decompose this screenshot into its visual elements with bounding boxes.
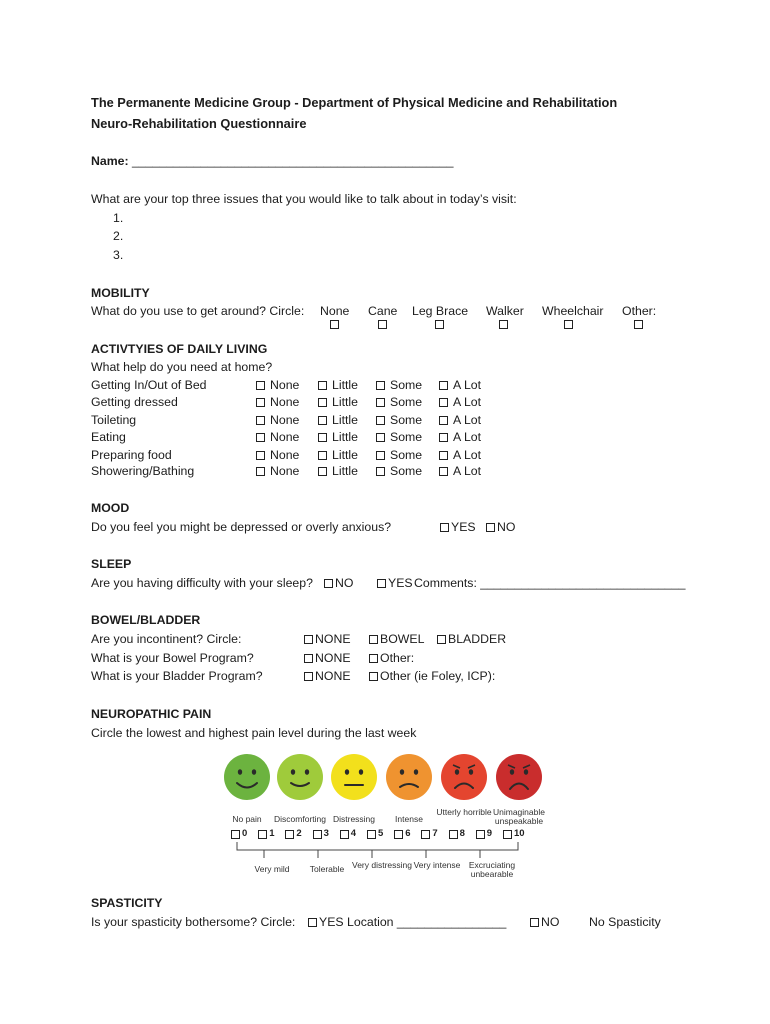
adl-option-label: Some: [390, 448, 423, 462]
pain-level-checkbox[interactable]: [340, 830, 349, 839]
adl-checkbox[interactable]: [256, 451, 265, 460]
spasticity-none-label[interactable]: No Spasticity: [589, 915, 661, 929]
adl-option-none[interactable]: [256, 395, 299, 411]
pain-face-icon[interactable]: [277, 754, 323, 800]
issue-item-2[interactable]: 2.: [113, 229, 124, 243]
adl-option-some[interactable]: [376, 430, 422, 446]
adl-option-label: None: [270, 448, 300, 462]
mood-question: Do you feel you might be depressed or overly anxious?: [91, 520, 392, 534]
pain-face-icon[interactable]: [331, 754, 377, 800]
pain-level-checkbox[interactable]: [285, 830, 294, 839]
adl-option-some[interactable]: [376, 448, 422, 464]
mobility-option-wheelchair[interactable]: Wheelchair: [542, 304, 604, 318]
adl-option-label: None: [270, 464, 300, 478]
sleep-no-option[interactable]: [324, 576, 353, 590]
spasticity-yes-checkbox[interactable]: [308, 918, 317, 927]
incontinent-bowel-checkbox[interactable]: [369, 635, 378, 644]
mood-no-checkbox[interactable]: [486, 523, 495, 532]
pain-face-icon[interactable]: [386, 754, 432, 800]
adl-row-label: Preparing food: [91, 448, 172, 462]
issue-item-3[interactable]: 3.: [113, 248, 124, 262]
bladder-program-question: What is your Bladder Program?: [91, 669, 263, 683]
bowel-program-none-label: NONE: [315, 651, 351, 665]
adl-checkbox[interactable]: [376, 381, 385, 390]
adl-option-label: None: [270, 395, 300, 409]
adl-option-label: None: [270, 430, 300, 444]
adl-checkbox[interactable]: [318, 433, 327, 442]
adl-option-little[interactable]: [318, 464, 358, 480]
adl-checkbox[interactable]: [318, 398, 327, 407]
sleep-yes-checkbox[interactable]: [377, 579, 386, 588]
adl-option-label: Some: [390, 413, 423, 427]
bowel-program-other-option[interactable]: [369, 651, 414, 665]
sleep-heading: SLEEP: [91, 557, 132, 571]
adl-checkbox[interactable]: [318, 451, 327, 460]
incontinent-bladder-label: BLADDER: [448, 632, 507, 646]
sleep-yes-option[interactable]: [377, 576, 413, 590]
mobility-option-cane[interactable]: Cane: [368, 304, 398, 318]
spasticity-yes-label: YES Location ________________: [319, 915, 507, 929]
bowel-program-none-checkbox[interactable]: [304, 654, 313, 663]
adl-option-label: Little: [332, 464, 358, 478]
mobility-none-checkbox[interactable]: [330, 320, 339, 329]
top-issues-question: What are your top three issues that you would like to talk about in today’s visit:: [91, 192, 517, 206]
pain-descriptor-label: Excruciating unbearable: [468, 860, 516, 879]
pain-level-number: 8: [459, 828, 465, 839]
adl-question: What help do you need at home?: [91, 360, 273, 374]
sleep-no-label: NO: [335, 576, 354, 590]
sleep-comments-field[interactable]: Comments: ______________________________: [414, 576, 686, 590]
adl-checkbox[interactable]: [439, 451, 448, 460]
incontinent-question: Are you incontinent? Circle:: [91, 632, 242, 646]
adl-checkbox[interactable]: [376, 467, 385, 476]
spasticity-no-option[interactable]: [530, 915, 559, 929]
adl-option-label: Some: [390, 430, 423, 444]
pain-level-checkbox[interactable]: [258, 830, 267, 839]
adl-option-some[interactable]: [376, 395, 422, 411]
incontinent-bladder-checkbox[interactable]: [437, 635, 446, 644]
adl-option-label: None: [270, 378, 300, 392]
adl-option-label: A Lot: [453, 395, 482, 409]
adl-option-none[interactable]: [256, 464, 299, 480]
mobility-wheelchair-checkbox[interactable]: [564, 320, 573, 329]
mood-heading: MOOD: [91, 501, 130, 515]
pain-descriptor-label: Very mild: [254, 864, 290, 874]
mobility-other-checkbox[interactable]: [634, 320, 643, 329]
adl-option-label: Little: [332, 378, 358, 392]
mobility-option-none[interactable]: None: [320, 304, 350, 318]
adl-option-label: Some: [390, 464, 423, 478]
adl-option-label: A Lot: [453, 448, 482, 462]
pain-face-label: Intense: [395, 814, 423, 824]
adl-option-a-lot[interactable]: [439, 413, 481, 429]
adl-option-a-lot[interactable]: [439, 430, 481, 446]
mobility-question: What do you use to get around? Circle:: [91, 304, 305, 318]
adl-option-label: Some: [390, 378, 423, 392]
adl-option-little[interactable]: [318, 430, 358, 446]
bowel-program-question: What is your Bowel Program?: [91, 651, 254, 665]
spasticity-question: Is your spasticity bothersome? Circle:: [91, 915, 296, 929]
pain-face-label: Utterly horrible: [436, 807, 492, 817]
sleep-no-checkbox[interactable]: [324, 579, 333, 588]
bladder-program-none-checkbox[interactable]: [304, 672, 313, 681]
adl-checkbox[interactable]: [256, 433, 265, 442]
pain-level-number: 5: [378, 828, 384, 839]
adl-option-little[interactable]: [318, 413, 358, 429]
mobility-option-walker[interactable]: Walker: [486, 304, 524, 318]
adl-checkbox[interactable]: [256, 416, 265, 425]
incontinent-none-label: NONE: [315, 632, 351, 646]
adl-option-some[interactable]: [376, 413, 422, 429]
adl-checkbox[interactable]: [439, 398, 448, 407]
mood-yes-label: YES: [451, 520, 476, 534]
mood-no-option[interactable]: [486, 520, 515, 534]
pain-level-number: 10: [514, 828, 525, 839]
adl-checkbox[interactable]: [439, 433, 448, 442]
pain-level-checkbox[interactable]: [367, 830, 376, 839]
pain-level-checkbox[interactable]: [449, 830, 458, 839]
form-subtitle: Neuro-Rehabilitation Questionnaire: [91, 116, 307, 131]
adl-heading: ACTIVTYIES OF DAILY LIVING: [91, 342, 268, 356]
bowel-program-other-checkbox[interactable]: [369, 654, 378, 663]
sleep-question: Are you having difficulty with your sleep?: [91, 576, 313, 590]
adl-option-label: Little: [332, 430, 358, 444]
adl-option-label: A Lot: [453, 378, 482, 392]
adl-checkbox[interactable]: [376, 451, 385, 460]
adl-option-none[interactable]: [256, 430, 299, 446]
pain-level-checkbox[interactable]: [476, 830, 485, 839]
pain-face-label: Unimaginable unspeakable: [493, 807, 545, 826]
adl-option-label: Little: [332, 448, 358, 462]
adl-row-label: Toileting: [91, 413, 137, 427]
adl-option-a-lot[interactable]: [439, 395, 481, 411]
pain-level-number: 0: [242, 828, 248, 839]
adl-option-none[interactable]: [256, 378, 299, 394]
spasticity-heading: SPASTICITY: [91, 896, 163, 910]
pain-level-checkbox[interactable]: [421, 830, 430, 839]
adl-checkbox[interactable]: [256, 398, 265, 407]
name-field[interactable]: [91, 154, 453, 168]
spasticity-yes-option[interactable]: [308, 915, 506, 929]
pain-level-number: 9: [486, 828, 493, 839]
incontinent-bladder-option[interactable]: [437, 632, 506, 646]
bladder-program-none-option[interactable]: [304, 669, 351, 683]
sleep-yes-label: YES: [388, 576, 413, 590]
adl-option-a-lot[interactable]: [439, 448, 481, 464]
pain-face-label: Distressing: [332, 814, 376, 824]
spasticity-no-checkbox[interactable]: [530, 918, 539, 927]
pain-level-number: 7: [432, 828, 438, 839]
adl-checkbox[interactable]: [318, 381, 327, 390]
bladder-program-other-checkbox[interactable]: [369, 672, 378, 681]
pain-level-number: 1: [269, 828, 275, 839]
pain-level-checkbox[interactable]: [394, 830, 403, 839]
adl-option-none[interactable]: [256, 413, 299, 429]
pain-level-checkbox[interactable]: [313, 830, 322, 839]
adl-checkbox[interactable]: [439, 381, 448, 390]
incontinent-none-checkbox[interactable]: [304, 635, 313, 644]
bowel-program-none-option[interactable]: [304, 651, 351, 665]
incontinent-bowel-option[interactable]: [369, 632, 424, 646]
adl-option-label: None: [270, 413, 300, 427]
adl-option-label: A Lot: [453, 430, 482, 444]
adl-checkbox[interactable]: [439, 416, 448, 425]
mood-no-label: NO: [497, 520, 516, 534]
pain-face-label: No pain: [232, 814, 262, 824]
pain-scale-axis: [237, 842, 518, 850]
adl-option-a-lot[interactable]: [439, 378, 481, 394]
adl-option-some[interactable]: [376, 378, 422, 394]
adl-option-label: A Lot: [453, 413, 482, 427]
pain-face-icon[interactable]: [441, 754, 487, 800]
pain-level-number: 6: [405, 828, 411, 839]
adl-row-label: Eating: [91, 430, 126, 444]
adl-checkbox[interactable]: [318, 416, 327, 425]
pain-descriptor-label: Very distressing: [352, 860, 412, 870]
pain-level-number: 3: [323, 828, 329, 839]
name-label: Name:: [91, 154, 129, 168]
mobility-cane-checkbox[interactable]: [378, 320, 387, 329]
adl-row-label: Getting dressed: [91, 395, 178, 409]
pain-face-label: Discomforting: [274, 814, 326, 824]
pain-face-icon[interactable]: [496, 754, 542, 800]
incontinent-none-option[interactable]: [304, 632, 351, 646]
bladder-program-other-label: Other (ie Foley, ICP):: [380, 669, 496, 683]
adl-row-label: Showering/Bathing: [91, 464, 195, 478]
adl-option-a-lot[interactable]: [439, 464, 481, 480]
adl-option-label: Little: [332, 395, 358, 409]
adl-option-label: A Lot: [453, 464, 482, 478]
name-blank[interactable]: _______________________________________________: [132, 154, 454, 168]
adl-checkbox[interactable]: [439, 467, 448, 476]
incontinent-bowel-label: BOWEL: [380, 632, 425, 646]
adl-option-little[interactable]: [318, 448, 358, 464]
pain-question: Circle the lowest and highest pain level during the last week: [91, 726, 417, 740]
pain-descriptor-label: Tolerable: [309, 864, 345, 874]
adl-checkbox[interactable]: [256, 467, 265, 476]
bladder-program-none-label: NONE: [315, 669, 351, 683]
mobility-heading: MOBILITY: [91, 286, 150, 300]
spasticity-no-label: NO: [541, 915, 560, 929]
adl-checkbox[interactable]: [376, 398, 385, 407]
issue-item-1[interactable]: 1.: [113, 211, 124, 225]
bowel-program-other-label: Other:: [380, 651, 415, 665]
mobility-option-leg-brace[interactable]: Leg Brace: [412, 304, 469, 318]
pain-level-checkbox[interactable]: [231, 830, 240, 839]
pain-level-number: 2: [296, 828, 302, 839]
mobility-leg-brace-checkbox[interactable]: [435, 320, 444, 329]
mood-yes-checkbox[interactable]: [440, 523, 449, 532]
mobility-walker-checkbox[interactable]: [499, 320, 508, 329]
adl-option-label: Some: [390, 395, 423, 409]
pain-heading: NEUROPATHIC PAIN: [91, 707, 212, 721]
pain-level-checkbox[interactable]: [503, 830, 512, 839]
mood-yes-option[interactable]: [440, 520, 476, 534]
adl-checkbox[interactable]: [256, 381, 265, 390]
adl-checkbox[interactable]: [376, 433, 385, 442]
bowel-bladder-heading: BOWEL/BLADDER: [91, 613, 201, 627]
bladder-program-other-option[interactable]: [369, 669, 495, 683]
adl-row-label: Getting In/Out of Bed: [91, 378, 207, 392]
adl-option-little[interactable]: [318, 395, 358, 411]
pain-level-number: 4: [350, 828, 357, 839]
adl-checkbox[interactable]: [376, 416, 385, 425]
adl-option-label: Little: [332, 413, 358, 427]
adl-option-none[interactable]: [256, 448, 299, 464]
form-title: The Permanente Medicine Group - Department of Physical Medicine and Rehabilitation: [91, 95, 618, 110]
mobility-option-other[interactable]: Other:: [622, 304, 657, 318]
pain-descriptor-label: Very intense: [413, 860, 461, 870]
pain-face-icon[interactable]: [224, 754, 270, 800]
adl-checkbox[interactable]: [318, 467, 327, 476]
adl-option-some[interactable]: [376, 464, 422, 480]
adl-option-little[interactable]: [318, 378, 358, 394]
